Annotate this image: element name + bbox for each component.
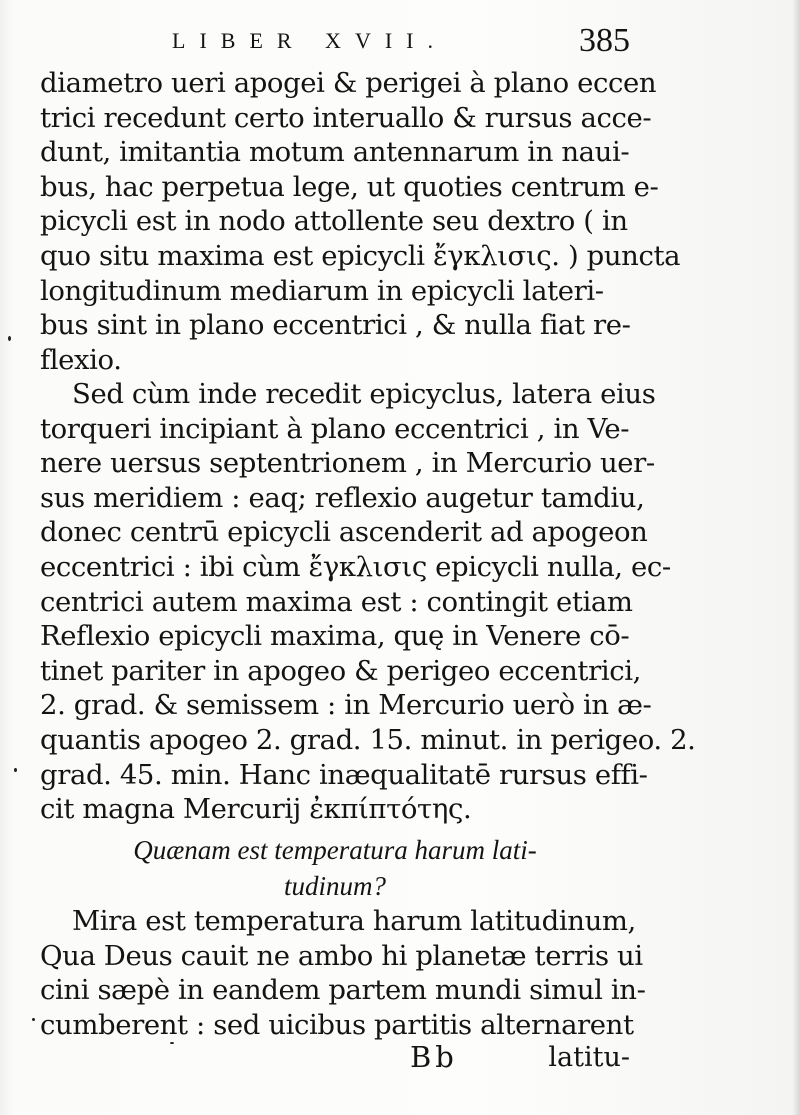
signature-mark: Bb bbox=[410, 1040, 458, 1074]
page-number: 385 bbox=[579, 22, 630, 59]
paragraph-3 bbox=[40, 904, 646, 1042]
text-line: cini sæpè in eandem partem mundi simul in- bbox=[40, 974, 646, 1007]
text-line: quantis apogeo 2. grad. 15. minut. in perigeo. 2. bbox=[40, 723, 696, 756]
text-line: bus, hac perpetua lege, ut quoties centrum e- bbox=[40, 170, 659, 203]
paragraph-2 bbox=[40, 377, 696, 827]
text-line: bus sint in plano eccentrici , & nulla fiat re- bbox=[40, 309, 631, 342]
text-line: picycli est in nodo attollente seu dextro ( in bbox=[40, 205, 628, 238]
text-line: diametro ueri apogei & perigei à plano eccen bbox=[40, 67, 657, 99]
catchword: latitu- bbox=[548, 1042, 630, 1073]
page-footer bbox=[40, 1040, 630, 1080]
text-line: Qua Deus cauit ne ambo hi planetæ terris ui bbox=[40, 939, 643, 972]
text-line: Reflexio epicycli maxima, quę in Venere cō- bbox=[40, 620, 630, 653]
text-line: Mira est temperatura harum latitudinum, bbox=[72, 905, 636, 937]
text-line: torqueri incipiant à plano eccentrici , in Ve- bbox=[40, 412, 630, 445]
text-line: cumberent : sed uicibus partitis alternarent bbox=[40, 1008, 634, 1041]
text-line: quo situ maxima est epicycli ἔγκλισις. ) puncta bbox=[40, 239, 681, 272]
text-line: longitudinum mediarum in epicycli lateri- bbox=[40, 274, 604, 307]
text-line: sus meridiem : eaq; reflexio augetur tamdiu, bbox=[40, 481, 645, 514]
text-line: dunt, imitantia motum antennarum in naui- bbox=[40, 136, 630, 169]
text-line: flexio. bbox=[40, 343, 122, 376]
page-header bbox=[40, 22, 630, 60]
ink-speck bbox=[170, 1042, 174, 1044]
text-line: centrici autem maxima est : contingit etiam bbox=[40, 585, 633, 618]
text-line: grad. 45. min. Hanc inæqualitatē rursus effi- bbox=[40, 758, 648, 791]
text-line: eccentrici : ibi cùm ἔγκλισις epicycli nulla, ec- bbox=[40, 550, 671, 583]
text-line: cit magna Mercurij ἐκπίπτότης. bbox=[40, 793, 472, 826]
text-line: nere uersus septentrionem , in Mercurio uer- bbox=[40, 447, 655, 480]
ink-speck bbox=[14, 768, 17, 772]
page-edge-shadow bbox=[792, 0, 800, 1115]
text-line: Sed cùm inde recedit epicyclus, latera eius bbox=[72, 378, 656, 410]
running-head: LIBER XVII. bbox=[172, 28, 447, 53]
ink-speck bbox=[8, 336, 11, 341]
paragraph-1 bbox=[40, 66, 681, 377]
text-line: trici recedunt certo interuallo & rursus acce- bbox=[40, 101, 652, 134]
heading-line: Quænam est temperatura harum lati- bbox=[133, 835, 537, 865]
text-line: 2. grad. & semissem : in Mercurio uerò in æ- bbox=[40, 689, 652, 722]
text-line: tinet pariter in apogeo & perigeo eccentrici, bbox=[40, 654, 641, 687]
heading-line: tudinum? bbox=[283, 871, 386, 901]
text-line: donec centrū epicycli ascenderit ad apogeon bbox=[40, 516, 648, 549]
ink-speck bbox=[32, 1018, 35, 1021]
section-heading bbox=[40, 832, 630, 904]
